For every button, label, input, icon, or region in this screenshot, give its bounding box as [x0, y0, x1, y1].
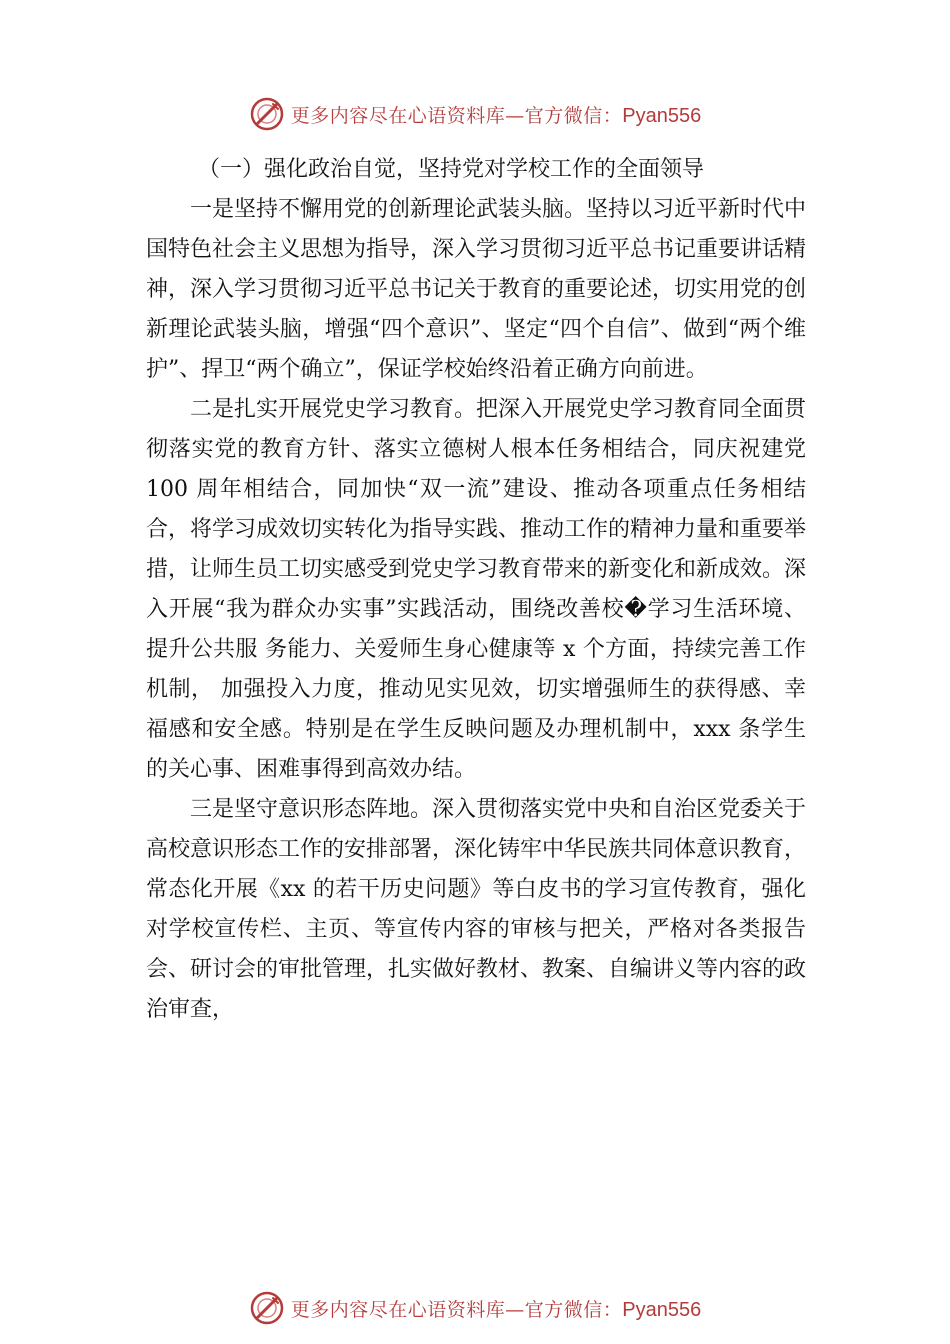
footer-banner — [0, 1286, 950, 1330]
brush-circle-logo-icon — [249, 96, 285, 132]
paragraph-3: 三是坚守意识形态阵地。深入贯彻落实党中央和自治区党委关于高校意识形态工作的安排部署，深化铸牢中华民族共同体意识教育，常态化开展《xx 的若干历史问题》等白皮书的学习宣传教育，强化对学校宣传栏、主页、等宣传内容的审核与把关，严格对各类报告会、研讨会的审批管理，扎实做好教材、教案、自编讲义等内容的政治审查， — [146, 797, 807, 1022]
header-banner — [0, 92, 950, 136]
wechat-handle: Pyan556 — [622, 1298, 702, 1321]
banner-text: 更多内容尽在心语资料库—官方微信：Pyan556 — [290, 1298, 702, 1321]
banner-text: 更多内容尽在心语资料库—官方微信：Pyan556 — [290, 104, 702, 127]
brush-circle-logo-icon — [249, 1290, 285, 1326]
paragraph-2: 二是扎实开展党史学习教育。把深入开展党史学习教育同全面贯彻落实党的教育方针、落实立德树人根本任务相结合，同庆祝建党 100 周年相结合，同加快“双一流”建设、推动各项重点任务相结合，将学习成效切实转化为指导实践、推动工作的精神力量和重要举措，让师生员工切实感受到党史学习教育带来的新变化和新成效。深入开展“我为群众办实事”实践活动，围绕改善校�学习生活环境、提升公共服 务能力、关爱师生身心健康等 x 个方面，持续完善工作机制， 加强投入力度，推动见实见效，切实增强师生的获得感、幸 福感和安全感。特别是在学生反映问题及办理机制中，xxx 条学生的关心事、困难事得到高效办结。 — [146, 397, 807, 782]
document-body — [146, 150, 806, 1030]
paragraph-1: 一是坚持不懈用党的创新理论武装头脑。坚持以习近平新时代中国特色社会主义思想为指导，深入学习贯彻习近平总书记重要讲话精神，深入学习贯彻习近平总书记关于教育的重要论述，切实用党的创新理论武装头脑，增强“四个意识”、坚定“四个自信”、做到“两个维护”、捍卫“两个确立”，保证学校始终沿着正确方向前进。 — [146, 197, 807, 382]
wechat-handle: Pyan556 — [622, 104, 702, 127]
section-heading: （一）强化政治自觉，坚持党对学校工作的全面领导 — [198, 157, 705, 182]
